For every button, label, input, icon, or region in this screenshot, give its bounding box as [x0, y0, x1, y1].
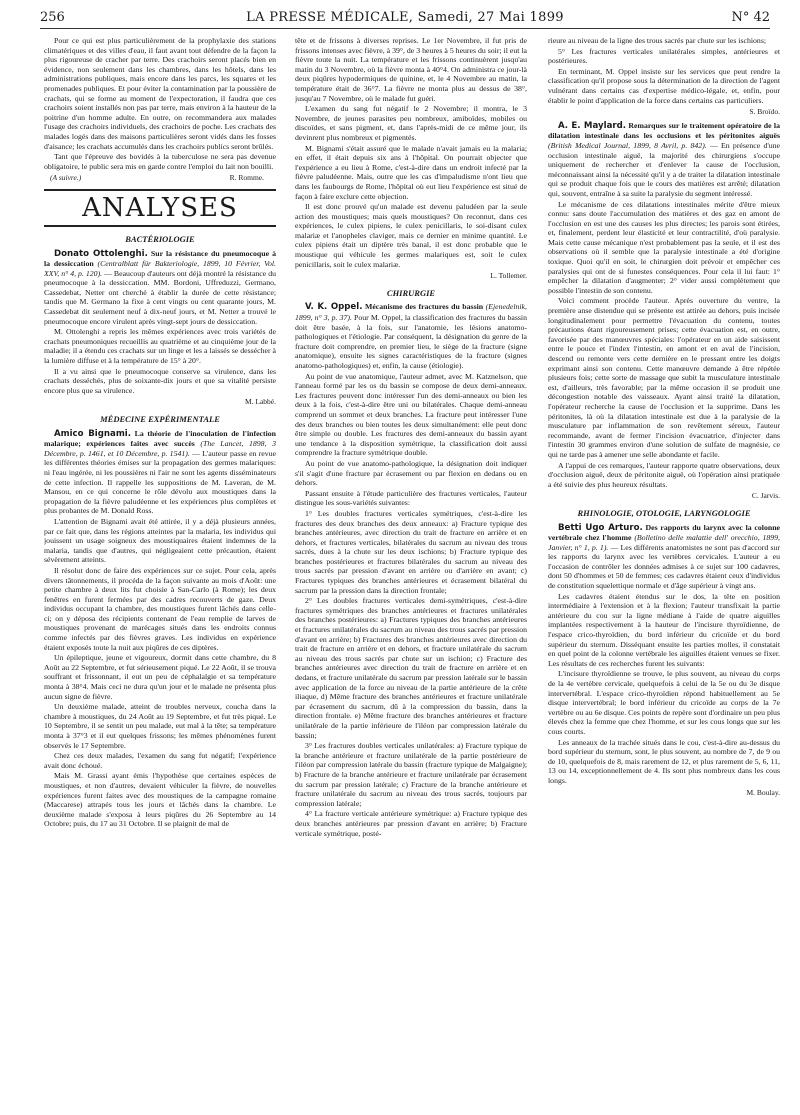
article-text: — En présence d'une occlusion intestinale aiguë, la majorité des chirurgiens s'occupe uniquement de rechercher et d'enlever la cause de l'occlusion, méconnaissant ainsi la nécessité qu'il y a de traiter la dilatation intestinale qui se produit chaque fois que le cours des matières est arrêté; dilatation qui, souvent, entraîne à sa suite la paralysie du segment intéressé. [548, 140, 780, 198]
paragraph: A l'appui de ces remarques, l'auteur rapporte quatre observations, deux d'occlusion aiguë, deux de péritonite aiguë, où l'opération ainsi pratiquée a été suivie des plus heureux résultats. [548, 460, 780, 489]
paragraph: En terminant, M. Oppel insiste sur les services que peut rendre la classification qu'il propose sous la détermination de la direction de l'agent vulnérant dans certains cas d'expertise médico-légale, et, enfin, pour établir le point d'application de la force dans certains cas particuliers. [548, 66, 780, 105]
article-source: (British Medical Journal, 1899, 8 Avril, p. 842). [548, 140, 707, 150]
issue-number: N° 42 [731, 10, 770, 25]
column-2 [295, 36, 527, 1108]
article-title: La théorie de l'inoculation de l'infection malarique; expériences faites avec succès [44, 428, 276, 449]
paragraph: Un épileptique, jeune et vigoureux, dormit dans cette chambre, du 8 Août au 22 Septembre, et fut sérieusement piqué. Le 22 Août, il se trouva souffrant et frissonnant, il eut un peu de céphalalgie et sa température monta à 38°4. Mais ceci ne dura qu'un jour et le malade ne présenta plus aucun signe de fièvre. [44, 653, 276, 701]
article-title: Des rapports du larynx avec la colonne vertébrale chez l'homme [548, 522, 780, 543]
article-abstract [295, 302, 527, 370]
paragraph: M. Bignami s'était assuré que le malade n'avait jamais eu la malaria; en effet, il était depuis six ans à l'hôpital. On pourrait objecter que l'expérience a eu lieu à Rome, c'est-à-dire dans un endroit infecté par la fièvre paludéenne. Mais, outre que les cas d'impaludisme n'ont lieu que dans les faubourgs de Rome, l'hôpital où eut lieu l'expérience est situé de façon à faire exclure cette objection. [295, 143, 527, 201]
paragraph: 5° Les fractures verticales unilatérales simples, antérieures et postérieures. [548, 46, 780, 66]
signature: C. Jarvis. [751, 491, 780, 501]
signature: R. Romme. [229, 173, 264, 183]
article-source: (The Lancet, 1898, 3 Décembre, p. 1461, et 10 Décembre, p. 1541). [44, 439, 276, 458]
signature: L. Tollemer. [490, 271, 527, 281]
paragraph: L'examen du sang fut négatif le 2 Novembre; il montra, le 3 Novembre, de jeunes parasites peu nombreux, amiboïdes, mobiles ou discoïdes, et sans pigment, et, dans l'après-midi de ce même jour, ils devinrent plus nombreux et pigmentés. [295, 104, 527, 142]
section-heading: MÉDECINE EXPÉRIMENTALE [100, 414, 220, 424]
paragraph: Il a vu ainsi que le pneumocoque conserve sa virulence, dans les crachats desséchés, plus de soixante-dix jours et que sa vitalité persiste encore plus que sa virulence. [44, 366, 276, 395]
section-heading: BACTÉRIOLOGIE [125, 233, 195, 244]
article-text: — Les différents anatomistes ne sont pas d'accord sur les rapports du larynx avec les vertèbres cervicales. L'auteur a eu l'occasion de contrôler les données admises à ce sujet sur 100 cadavres, dont 50 d'hommes et 50 de femmes; ces cadavres étaient ceux d'individus de constitution squelettique normale et d'âge supérieur à vingt ans. [548, 542, 780, 591]
page-header [40, 8, 770, 29]
article-text: Pour M. Oppel, la classification des fractures du bassin doit être basée, à la fois, sur l'anatomie, les lésions anatomo-pathologiques et l'étiologie. Par conséquent, la désignation du genre de la fracture doit comprendre, en premier lieu, le siège de la fracture (signe anatomique), ensuite les signes caractéristiques de la fracture (signes anatomo-pathologiques) et, enfin, la cause (étiologie). [295, 313, 527, 370]
paragraph: M. Ottolenghi a repris les mêmes expériences avec trois variétés de crachats pneumoniques recueillis au quatrième et au cinquième jour de la maladie; il a étendu ces crachats sur un linge et les a laissés se dessécher à la lumière diffuse et à la température de 15° à 20°. [44, 327, 276, 366]
article-title: Remarques sur le traitement opératoire de la dilatation intestinale dans les occlusions et les péritonites aiguës [548, 120, 780, 141]
section-heading: CHIRURGIE [386, 287, 436, 298]
paragraph: Au point de vue anatomique, l'auteur admet, avec M. Katznelson, que l'anneau formé par les os du bassin se compose de deux demi-anneaux. Les fractures peuvent donc intéresser l'un des demi-anneaux ou bien les deux à la fois, c'est-à-dire être uni ou bilatérales. Chaque demi-anneau comprend un sommet et deux branches. La fracture peut intéresser l'une des deux branches ou bien toutes les deux simultanément: elle peut donc être simple ou double. Les fractures des demi-anneaux du bassin ayant une tendance à la disposition symétrique, la classification doit aussi comprendre la fracture symétrique double. [295, 371, 527, 458]
paragraph: tête et de frissons à diverses reprises. Le 1er Novembre, il fut pris de frissons intenses avec fièvre, à 39°, de 3 heures à 5 heures du soir; il eut la fièvre toute la nuit. La température et les frissons continuèrent jusqu'au matin du 3 Novembre, où la fièvre monta à 40°4. On administra ce jour-là deux piqûres hypodermiques de quinine, et, le 4 Novembre au matin, la température était de 36°7. La fièvre ne monta plus au dessus de 38°, jusqu'au 7 Novembre, où le malade fut guéri. [295, 36, 527, 103]
paragraph: 4° La fracture verticale antérieure symétrique: a) Fracture typique des deux branches antérieures par pression d'avant en arrière; b) Fracture verticale symétrique, posté- [295, 809, 527, 838]
paragraph: L'incisure thyroïdienne se trouve, le plus souvent, au niveau du corps de la 4e vertèbre cervicale, quelquefois à celui de la 5e ou du 3e disque intervertébral. L'espace crico-thyroïdien répond habituellement au 5e disque intervertébral; le bord inférieur du cricoïde au corps de la 7e vertèbre ou au 6e disque. Ces points de repère sont d'ordinaire un peu plus élevés chez la femme que chez l'homme, et sur les cous longs que sur les cous courts. [548, 669, 780, 736]
paragraph: Passant ensuite à l'étude particulière des fractures verticales, l'auteur distingue les sous-variétés suivantes: [295, 488, 527, 508]
to-be-continued: (A suivre.) [50, 173, 82, 183]
article-abstract [548, 523, 780, 591]
signature: M. Labbé. [244, 397, 276, 407]
paragraph: Le mécanisme de ces dilatations intestinales mérite d'être mieux connu: sans doute l'accumulation des matières et des gaz en amont de l'occlusion en est une des causes les plus directes; les parois sont étirées, et, finalement, perdent leur élasticité et leur contractilité, d'où paralysie. Mais cette cause mécanique n'est probablement pas la seule, et il est des observations où il semble que la paralysie intestinale a été d'origine toxique. Quoi qu'il en soit, le chirurgien doit prévoir et empêcher ces paralysies qui ont de si funestes conséquences. Pour cela il lui faut: 1° empêcher la dilatation d'augmenter; 2° vider aussi complètement que possible l'intestin de son contenu. [548, 199, 780, 295]
article-author: Betti Ugo Arturo. [558, 522, 643, 533]
article-source: (Centralblatt für Bakteriologie, 1899, 10 Février, Vol. XXV, n° 4, p. 120). [44, 259, 276, 278]
article-source: (Ejenedelnik, 1899, n° 3, p. 37). [295, 302, 527, 323]
article-author: Donato Ottolenghi. [54, 248, 148, 259]
paragraph: Les anneaux de la trachée situés dans le cou, c'est-à-dire au-dessus du bord supérieur du sternum, sont, le plus souvent, au nombre de 7, de 9 ou de 10, quelquefois de 8, mais rarement de 12, et plus rarement de 5, 6, 11, 13 ou 14, exceptionnellement de 4. Ils sont plus nombreux dans les cous longs. [548, 737, 780, 785]
paragraph: Mais M. Grassi ayant émis l'hypothèse que certaines espèces de moustiques, et non d'autres, devaient véhiculer la fièvre, de nouvelles expériences furent faites avec des moustiques de la campagne romaine (Maccarese) attrapés tous les jours et lâchés dans la chambre. Le deuxième malade s'exposa à leurs piqûres du 26 Septembre au 14 Octobre; puis, du 17 au 31 Octobre. Il se plaignit de mal de [44, 771, 276, 829]
article-source: (Bolletino delle malattie dell' orecchio, 1899, Janvier, n° 1, p. 1). [548, 533, 780, 552]
article-title: Mécanisme des fractures du bassin [364, 302, 484, 312]
paragraph: Pour ce qui est plus particulièrement de la prophylaxie des stations climatériques et des villes d'eau, il faut avant tout défendre de la façon la plus rigoureuse de cracher par terre. Des crachoirs seront placés bien en évidence, non seulement dans les chambres, dans les hôtels, dans les administrations publiques, mais encore dans les parcs, les squares et les promenades publiques. Et pour éviter la contamination par la poussière de crachats, qui se forme au moment de l'expectoration, il faudra que ces crachoirs soient installés non pas par terre, mais environ à la hauteur de la poitrine d'un homme adulte. En outre, on recommandera aux malades l'usage des crachoirs individuels, des crachoirs de poche. Les crachats des malades logés dans des maisons particulières seront vidés dans les fosses d'aisance; les crachats accumulés dans les crachoirs publics seront brûlés. [44, 36, 276, 151]
column-3 [548, 36, 780, 1108]
article-text: — Beaucoup d'auteurs ont déjà montré la résistance du pneumocoque à la dessiccation. MM. Bordoni, Uffreduzzi, Germano, Cassedebat, Netter ont cherché à établir la durée de cette résistance; tandis que M. Germano la fixe à cent vingts ou cent quarante jours, M. Cassedebat dit seulement neuf à dix-neuf jours, et M. Netter a trouvé le pneumocoque encore virulent après vingt-sept jours de dessiccation. [44, 268, 276, 326]
signature: M. Boulay. [746, 787, 780, 797]
paragraph: Voici comment procède l'auteur. Après ouverture du ventre, la première anse distendue qui se présente est attirée au dehors, puis incisée longitudinalement pour permettre l'évacuation du contenu, toutes précautions étant rigoureusement prises; cette évacuation est, en outre, favorisée par des manœuvres spéciales: l'opérateur en un aide saisissent entre le pouce et l'index l'intestin, en amont et en aval de l'incision, descend ou remonte vers cette dernière en le pressant entre les doigts exprimant ainsi son contenu. Cette manœuvre demande à être répétée plusieurs fois; cette sorte de massage que subit la musculature intestinale est, d'ailleurs, très favorable; par la même occasion il se produit une décongestion notable des vaisseaux. Ayant ainsi traité la dilatation, l'opérateur recherche la cause de l'occlusion et la supprime. Dans les péritonites, là où la dilatation intestinale est due à la paralysie de la musculature par inflammation de son revêtement séreux, l'auteur recommande, avant de fermer l'incision évacuatrice, d'injecter dans l'intestin 30 grammes environ d'une solution de sulfate de magnésie, ce qui ne tarde pas à amener une selle abondante et facile. [548, 296, 780, 459]
article-author: V. K. Oppel. [305, 302, 363, 313]
article-text: — L'auteur passe en revue les différentes théories émises sur la propagation des germes malariques: ni l'eau ingérée, ni les poussières ni l'air ne sont les agents disséminateurs de cette infection. Il rappelle les suppositions de M. Laveran, de M. Mansou, en ce qui concerne le rôle dévolu aux moustiques dans la propagation de la fièvre paludéenne et les expériences plus complètes et plus probantes de M. Donald Ross. [44, 448, 276, 516]
continuation-line [44, 173, 276, 183]
paragraph: Chez ces deux malades, l'examen du sang fut négatif; l'expérience avait donc échoué. [44, 751, 276, 770]
section-heading: RHINOLOGIE, OTOLOGIE, LARYNGOLOGIE [577, 507, 751, 518]
paragraph: rieure au niveau de la ligne des trous sacrés par chute sur les ischions; [548, 36, 767, 45]
paragraph: Les cadavres étaient étendus sur le dos, la tête en position intermédiaire à l'extension et à la flexion; l'auteur transfixait la partie antérieure du cou sur la ligne médiane à l'aide de quatre aiguilles implantées respectivement à la hauteur de l'incisure thyroïdienne, de l'espace crico-thyroïdien, du bord inférieur du cricoïde et du bord supérieur du sternum. Disséquant ensuite les parties molles, il constatait en quel point de la colonne vertébrale les aiguilles étaient venues se fixer. Les résultats de ces recherches furent les suivants: [548, 591, 780, 668]
article-abstract [44, 429, 276, 516]
paragraph: Tant que l'épreuve des bovidés à la tuberculose ne sera pas devenue obligatoire, le public sera mis en garde contre l'emploi du lait non bouilli. [44, 152, 276, 171]
paragraph: L'attention de Bignami avait été attirée, il y a déjà plusieurs années, par ce fait que, dans les régions atteintes par la malaria, les individus qui jouissent un usage soigneux des moustiquaires étaient indemnes de la malaria, tandis que d'autres, qui négligeaient cette précaution, étaient sévèrement atteints. [44, 516, 276, 565]
signature: S. Broïdo. [749, 107, 780, 117]
paragraph: 3° Les fractures doubles verticales unilatérales: a) Fracture typique de la branche antérieure et fracture unilatérale de la partie postérieure de l'iléon par compression latérale du bassin (fracture typique de Malgaigne); b) Fracture de la branche antérieure et fracture unilatérale par écrasement du sacrum par pression latérale; c) Fracture de la branche antérieure et fracture unilatérale du sacrum au niveau des trous sacrés, toujours par compression latérale; [295, 741, 527, 808]
paragraph: Il est donc prouvé qu'un malade est devenu paludéen par la seule action des moustiques; mais quels moustiques? On reconnut, dans ces expériences, le culex pipiens, le culex penicillaris, le soi-disant culex malariæ et l'anopheles claviger, mais ce dernier en minime quantité. Le culex pipiens était un diptère très banal, il est donc probable que le moustique qui véhicule les germes malariques est, soit le culex penicillaris, soit le culex malariæ. [295, 202, 527, 269]
page-number: 256 [40, 10, 65, 25]
article-author: Amico Bignami. [54, 428, 131, 439]
paragraph: 1° Les doubles fractures verticales symétriques, c'est-à-dire les fractures des deux branches des deux anneaux: a) Fracture typique des branches antérieures, avec direction du trait de fracture en arrière et en dehors, et fractures verticales, bilatérales du sacrum au niveau des trous sacrés, dues à la chute sur les deux ischions; b) Fracture typique des branches postérieures et fractures bilatérales du sacrum au niveau des trous sacrés par pression d'avant en arrière ou d'arrière en avant; c) Fractures typiques des branches antérieures et écrasement bilatéral du sacrum par la pression dans la direction frontale; [295, 508, 527, 595]
article-author: A. E. Maylard. [558, 120, 627, 131]
article-abstract [44, 249, 276, 327]
journal-title: LA PRESSE MÉDICALE, Samedi, 27 Mai 1899 [246, 10, 564, 25]
article-abstract [548, 121, 780, 199]
paragraph: Il résolut donc de faire des expériences sur ce sujet. Pour cela, après divers tâtonnements, il procéda de la façon suivante au mois d'Août: une petite chambre à deux lits fut choisie à San-Carlo (à Rome); les deux fenêtres en furent fermées par des cadres recouverts de gaze. Deux individus occupant la chambre, des moustiques furent lâchés dans celle-ci; on y déposa des récipients contenant de l'eau remplie de larves de moustiques provenant de marécages situés dans les endroits connus comme infectés par des fièvres graves. Les individus en expérience étaient exposés toute la nuit aux piqûres de ces diptères. [44, 565, 276, 652]
article-title: Sur la résistance du pneumocoque à la dessiccation [44, 248, 276, 269]
paragraph: Un deuxième malade, atteint de troubles nerveux, coucha dans la chambre à moustiques, du 24 Août au 19 Septembre, et fut très piqué. Le 10 Septembre, il se sentit un peu malade, eut mal à la tête; sa température monta à 37°3 et il eut quelques frissons; les mêmes phénomènes furent observés le 17 Septembre. [44, 702, 276, 750]
paragraph: 2° Les doubles fractures verticales demi-symétriques, c'est-à-dire fractures symétriques des branches antérieures et fractures unilatérales des branches postérieures: a) Fractures typiques des branches antérieures et fractures unilatérales du sacrum au niveau des trous sacrés par pression d'avant en arrière; b) Fractures des branches antérieures avec direction du trait de fracture en arrière et en dehors, et fracture unilatérale du sacrum au niveau des trous sacrés par chute sur un ischion; c) Fracture des branches antérieures avec direction du trait de fracture en arrière et en dedans, et fracture unilatérale du sacrum par pression latérale sur le bassin avec application de la force au niveau de la partie antérieure de la crête iliaque, d) Même fracture des branches antérieures et fracture unilatérale par écrasement du sacrum, dû à la compression du bassin, dans la direction frontale. e) Même fracture des branches antérieures et fracture unilatérale de la partie inférieure de l'iléon par compression latérale du bassin; [295, 596, 527, 740]
column-1 [44, 36, 276, 1108]
analyses-heading: ANALYSES [44, 189, 276, 227]
paragraph: Au point de vue anatomo-pathologique, la désignation doit indiquer s'il s'agit d'une fracture par écrasement ou par flexion en dedans ou en dehors. [295, 458, 527, 488]
